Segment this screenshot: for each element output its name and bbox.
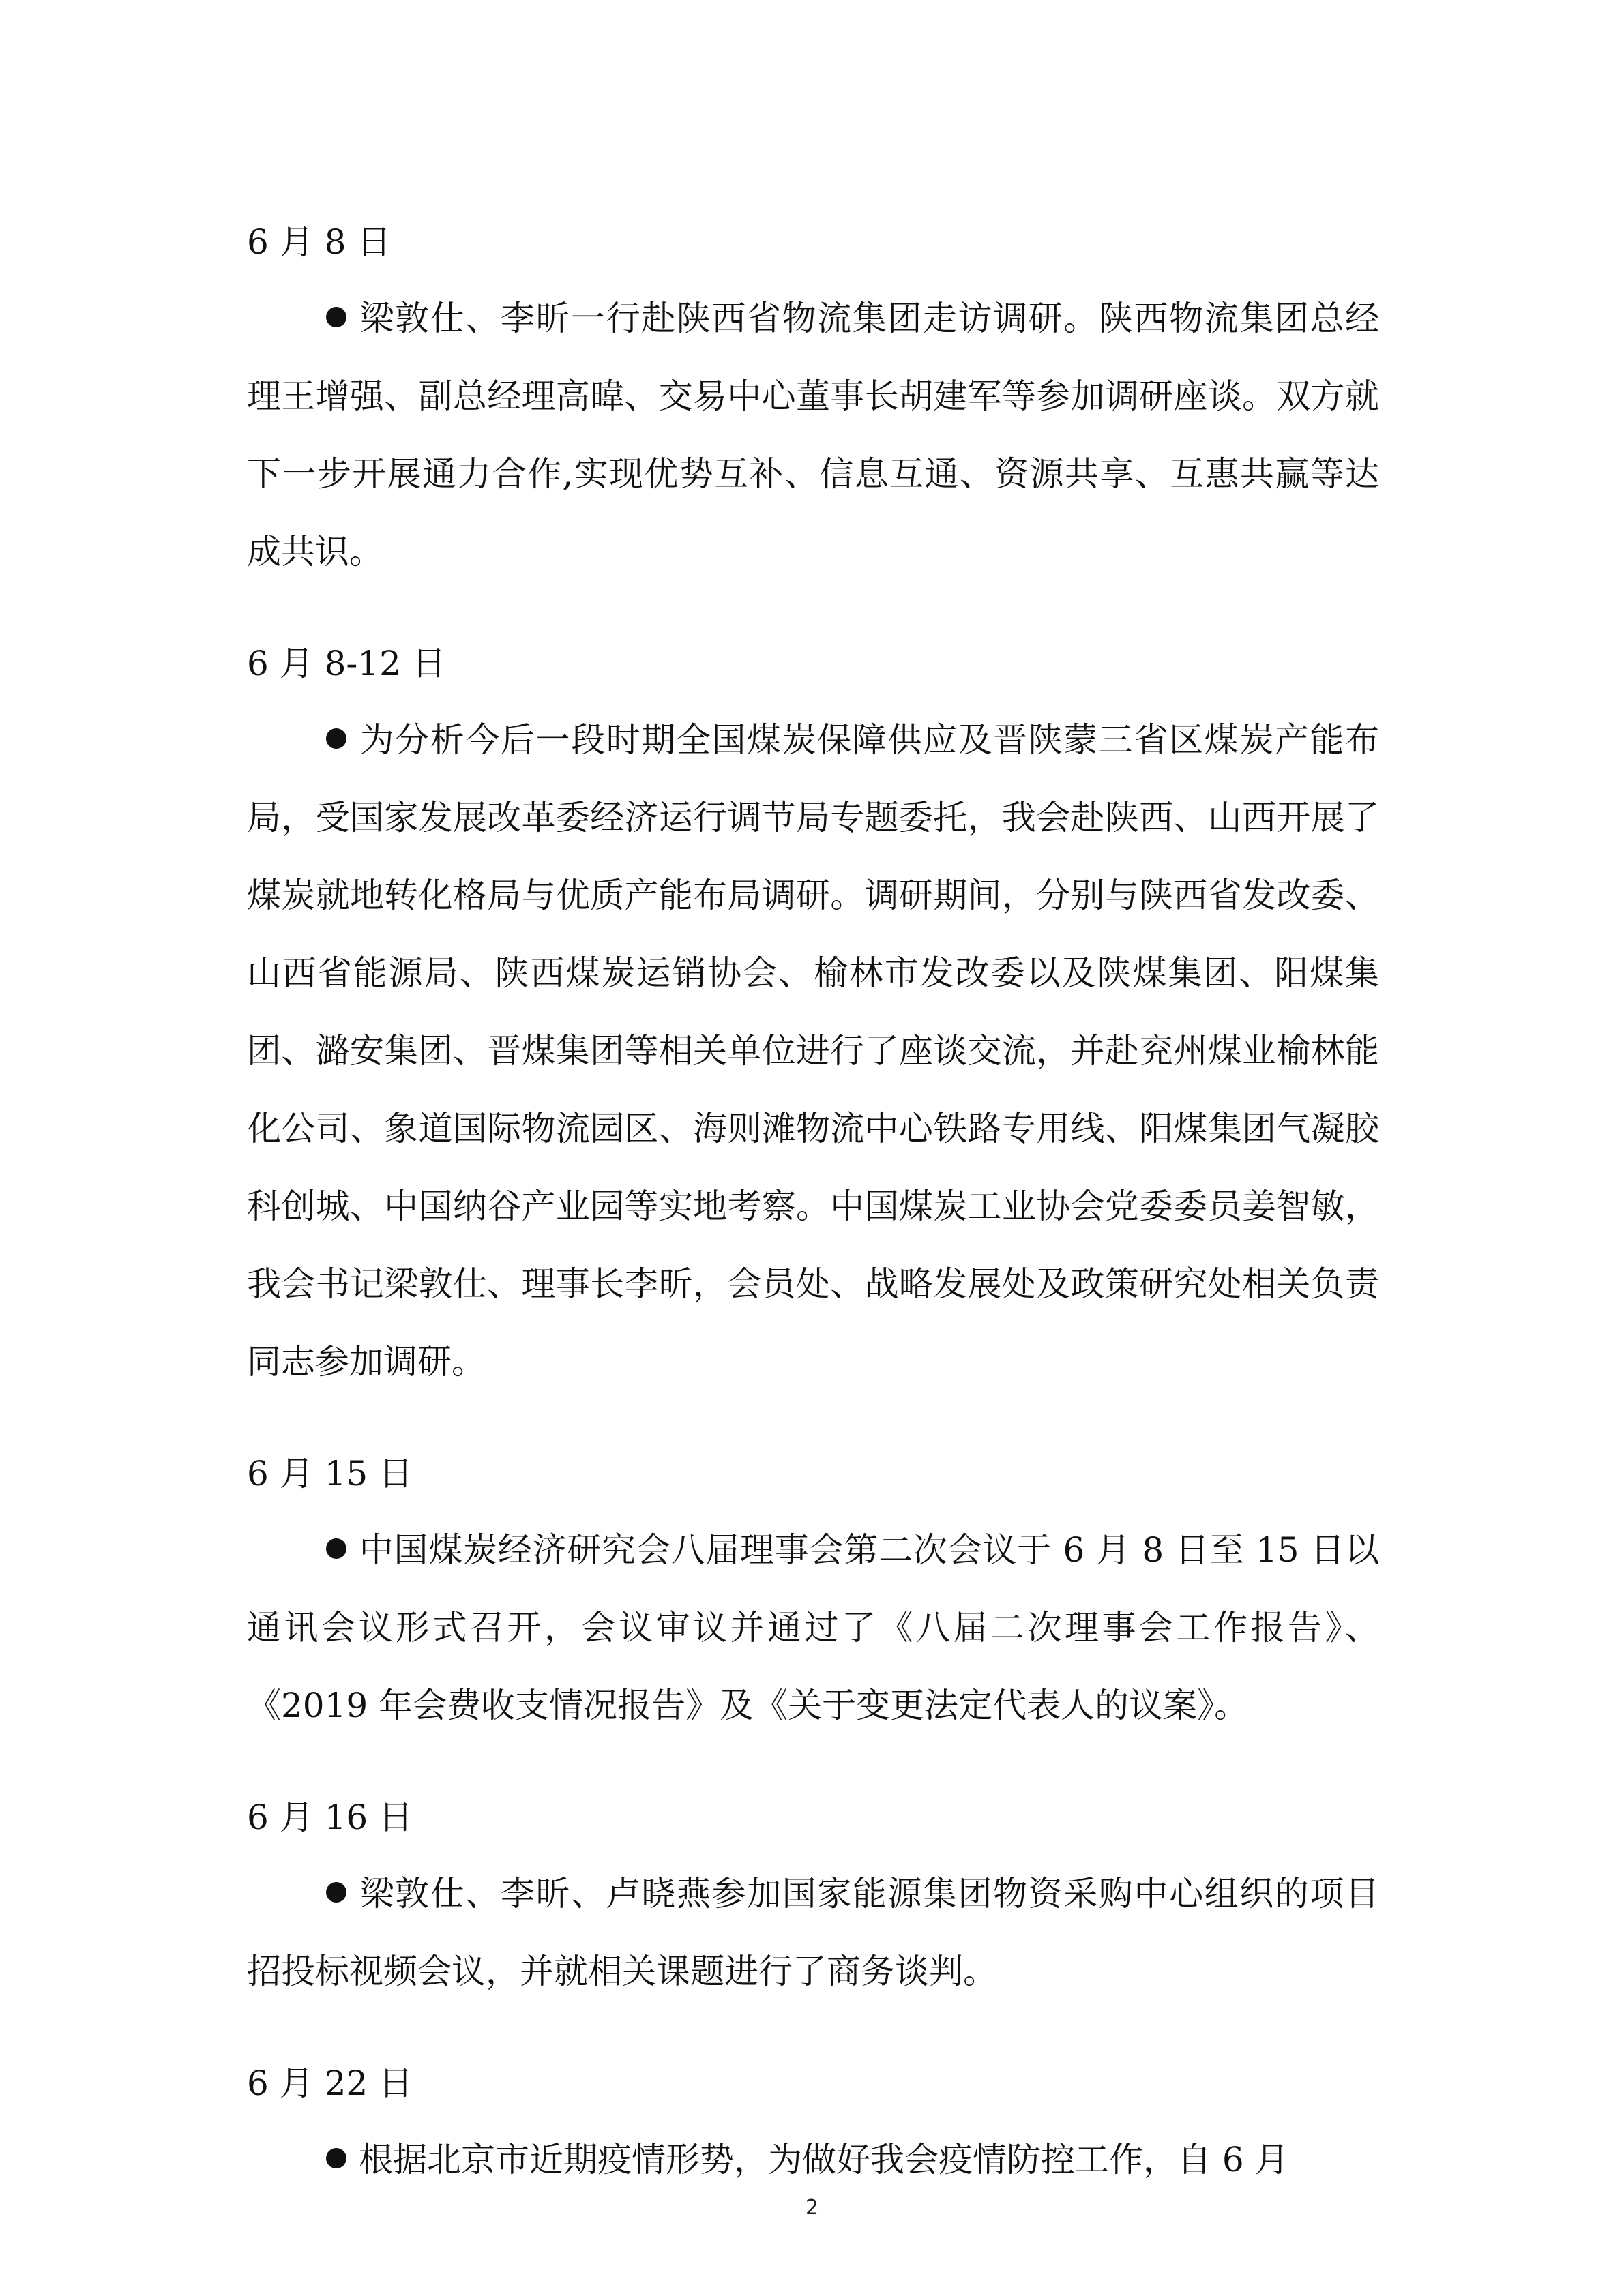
entry-jun-8 xyxy=(247,205,1379,591)
bullet-dot-icon xyxy=(326,701,359,779)
bullet-dot-icon xyxy=(326,1511,359,1589)
entry-jun-22 xyxy=(247,2046,1379,2198)
entry-text: 中国煤炭经济研究会八届理事会第二次会议于 6 月 8 日至 15 日以通讯会议形式召开，会议审议并通过了《八届二次理事会工作报告》、《2019 年会费收支情况报告》及《关于变更法定代表人的议案》。 xyxy=(247,1530,1379,1725)
entry-paragraph xyxy=(247,2121,1379,2198)
entry-text: 根据北京市近期疫情形势，为做好我会疫情防控工作，自 6 月 xyxy=(359,2140,1289,2179)
entry-text: 梁敦仕、李昕、卢晓燕参加国家能源集团物资采购中心组织的项目招投标视频会议，并就相关课题进行了商务谈判。 xyxy=(247,1874,1379,1991)
entry-jun-16 xyxy=(247,1780,1379,2010)
document-body xyxy=(247,205,1379,2234)
bullet-dot-icon xyxy=(326,1855,359,1933)
bullet-dot-icon xyxy=(326,280,359,357)
bullet-dot-icon xyxy=(326,2121,359,2198)
entry-date: 6 月 22 日 xyxy=(247,2063,413,2103)
entry-date: 6 月 16 日 xyxy=(247,1798,413,1837)
entry-text: 为分析今后一段时期全国煤炭保障供应及晋陕蒙三省区煤炭产能布局，受国家发展改革委经济运行调节局专题委托，我会赴陕西、山西开展了煤炭就地转化格局与优质产能布局调研。调研期间，分别与陕西省发改委、山西省能源局、陕西煤炭运销协会、榆林市发改委以及陕煤集团、阳煤集团、潞安集团、晋煤集团等相关单位进行了座谈交流，并赴兖州煤业榆林能化公司、象道国际物流园区、海则滩物流中心铁路专用线、阳煤集团气凝胶科创城、中国纳谷产业园等实地考察。中国煤炭工业协会党委委员姜智敏，我会书记梁敦仕、理事长李昕，会员处、战略发展处及政策研究处相关负责同志参加调研。 xyxy=(247,720,1379,1382)
entry-paragraph xyxy=(247,280,1379,591)
entry-jun-15 xyxy=(247,1436,1379,1744)
entry-paragraph xyxy=(247,701,1379,1401)
entry-jun-8-12 xyxy=(247,626,1379,1401)
entry-paragraph xyxy=(247,1511,1379,1744)
entry-paragraph xyxy=(247,1855,1379,2010)
entry-date: 6 月 8-12 日 xyxy=(247,644,446,683)
page-number: 2 xyxy=(805,2196,819,2220)
entry-text: 梁敦仕、李昕一行赴陕西省物流集团走访调研。陕西物流集团总经理王增强、副总经理高暐、交易中心董事长胡建军等参加调研座谈。双方就下一步开展通力合作,实现优势互补、信息互通、资源共享、互惠共赢等达成共识。 xyxy=(247,299,1379,571)
entry-date: 6 月 15 日 xyxy=(247,1454,413,1493)
entry-date: 6 月 8 日 xyxy=(247,222,392,262)
